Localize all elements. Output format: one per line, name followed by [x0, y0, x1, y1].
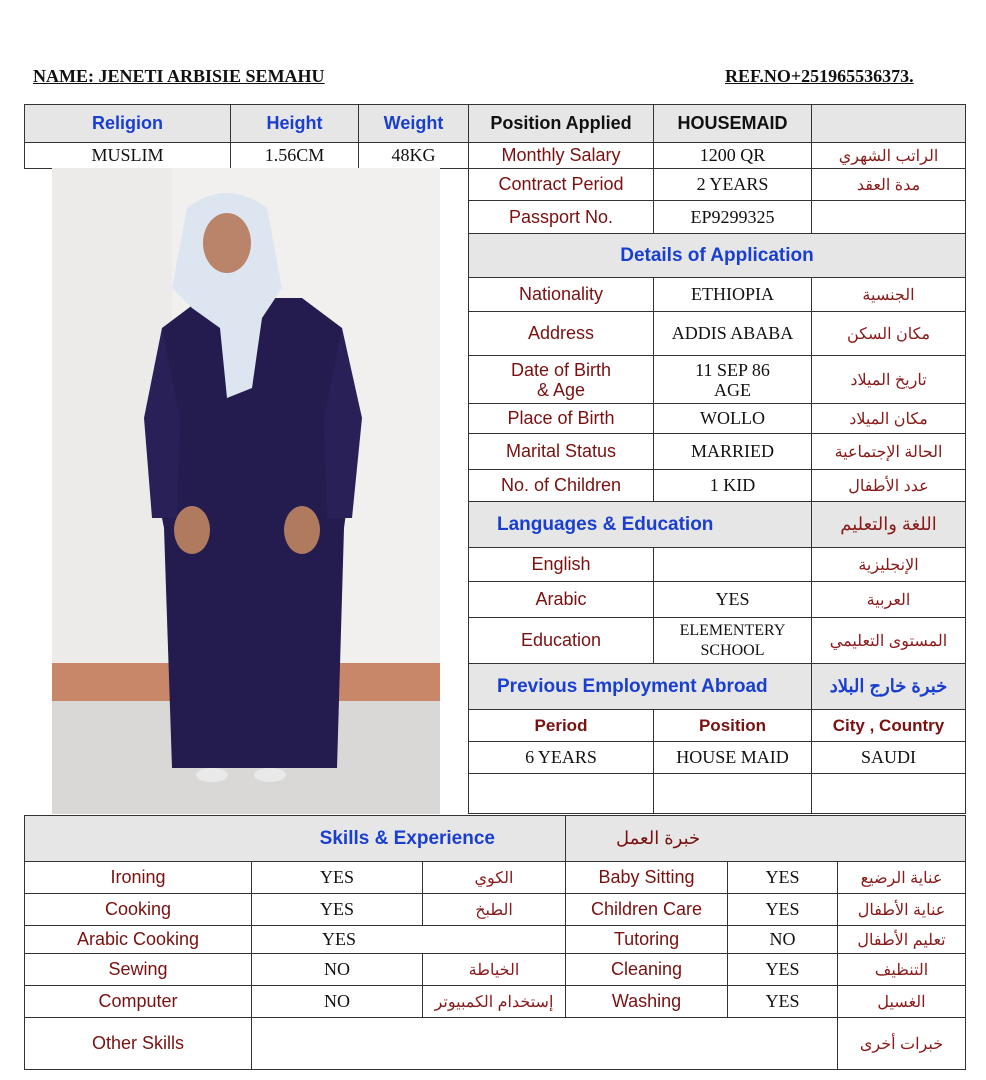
position-applied-empty [812, 105, 966, 143]
children-value: 1 KID [654, 470, 812, 502]
marital-status-label: Marital Status [469, 434, 654, 470]
skill-baby-sitting-arabic: عناية الرضيع [838, 862, 966, 894]
skill-tutoring-label: Tutoring [566, 926, 728, 954]
dob-value-line2: AGE [714, 379, 751, 400]
nationality-arabic: الجنسية [812, 278, 966, 312]
children-label: No. of Children [469, 470, 654, 502]
place-of-birth-label: Place of Birth [469, 404, 654, 434]
employment-section-title: Previous Employment Abroad [469, 664, 812, 710]
skill-ironing-label: Ironing [25, 862, 252, 894]
other-skills-label: Other Skills [25, 1018, 252, 1070]
dob-value [654, 356, 812, 404]
skills-section-title: Skills & Experience [25, 816, 566, 862]
weight-label: Weight [359, 105, 469, 143]
skill-cleaning-label: Cleaning [566, 954, 728, 986]
other-skills-arabic: خبرات أخرى [838, 1018, 966, 1070]
skill-children-care-arabic: عناية الأطفال [838, 894, 966, 926]
arabic-value: YES [654, 582, 812, 618]
passport-arabic [812, 201, 966, 234]
other-skills-value [252, 1018, 838, 1070]
contract-period-label: Contract Period [469, 169, 654, 201]
skill-washing-label: Washing [566, 986, 728, 1018]
height-label: Height [231, 105, 359, 143]
skill-cleaning-arabic: التنظيف [838, 954, 966, 986]
employment-section-arabic: خبرة خارج البلاد [812, 664, 966, 710]
applicant-photo [52, 168, 440, 814]
personal-info-table [24, 104, 469, 169]
children-arabic: عدد الأطفال [812, 470, 966, 502]
skills-table [24, 815, 966, 1070]
employment-empty-cell [812, 774, 966, 814]
skill-tutoring-arabic: تعليم الأطفال [838, 926, 966, 954]
dob-label-line1: Date of Birth [510, 359, 612, 380]
employment-country-value: SAUDI [812, 742, 966, 774]
skill-computer-value: NO [252, 986, 423, 1018]
marital-status-arabic: الحالة الإجتماعية [812, 434, 966, 470]
skill-washing-arabic: الغسيل [838, 986, 966, 1018]
position-applied-value: HOUSEMAID [654, 105, 812, 143]
skill-computer-arabic: إستخدام الكمبيوتر [423, 986, 566, 1018]
employment-empty-cell [469, 774, 654, 814]
contract-period-value: 2 YEARS [654, 169, 812, 201]
arabic-arabic: العربية [812, 582, 966, 618]
english-arabic: الإنجليزية [812, 548, 966, 582]
dob-value-line1: 11 SEP 86 [695, 359, 770, 380]
passport-label: Passport No. [469, 201, 654, 234]
english-value [654, 548, 812, 582]
contract-period-arabic: مدة العقد [812, 169, 966, 201]
monthly-salary-label: Monthly Salary [469, 143, 654, 169]
address-arabic: مكان السكن [812, 312, 966, 356]
place-of-birth-value: WOLLO [654, 404, 812, 434]
languages-section-arabic: اللغة والتعليم [812, 502, 966, 548]
employment-col-city: City , Country [812, 710, 966, 742]
address-label: Address [469, 312, 654, 356]
employment-period-value: 6 YEARS [469, 742, 654, 774]
education-value-line2: SCHOOL [700, 641, 765, 659]
address-value: ADDIS ABABA [654, 312, 812, 356]
height-value: 1.56CM [231, 143, 359, 169]
skill-cooking-value: YES [252, 894, 423, 926]
religion-label: Religion [25, 105, 231, 143]
education-value-line1: ELEMENTERY [679, 621, 786, 639]
education-value [654, 618, 812, 664]
skill-children-care-label: Children Care [566, 894, 728, 926]
application-details-table [468, 104, 966, 814]
employment-col-position: Position [654, 710, 812, 742]
languages-section-title: Languages & Education [469, 502, 812, 548]
skill-cooking-arabic: الطبخ [423, 894, 566, 926]
place-of-birth-arabic: مكان الميلاد [812, 404, 966, 434]
skill-tutoring-value: NO [728, 926, 838, 954]
weight-value: 48KG [359, 143, 469, 169]
skill-washing-value: YES [728, 986, 838, 1018]
skill-sewing-value: NO [252, 954, 423, 986]
skill-sewing-label: Sewing [25, 954, 252, 986]
position-applied-label: Position Applied [469, 105, 654, 143]
monthly-salary-arabic: الراتب الشهري [812, 143, 966, 169]
nationality-value: ETHIOPIA [654, 278, 812, 312]
skill-sewing-arabic: الخياطة [423, 954, 566, 986]
arabic-label: Arabic [469, 582, 654, 618]
skill-cooking-label: Cooking [25, 894, 252, 926]
skill-arabic-cooking-label: Arabic Cooking [25, 926, 252, 954]
skill-cleaning-value: YES [728, 954, 838, 986]
reference-number: REF.NO+251965536373. [725, 66, 914, 86]
dob-arabic: تاريخ الميلاد [812, 356, 966, 404]
employment-col-period: Period [469, 710, 654, 742]
dob-label [469, 356, 654, 404]
details-section-title: Details of Application [469, 234, 966, 278]
skill-ironing-arabic: الكوي [423, 862, 566, 894]
skill-baby-sitting-value: YES [728, 862, 838, 894]
skill-baby-sitting-label: Baby Sitting [566, 862, 728, 894]
education-label: Education [469, 618, 654, 664]
skills-section-arabic: خبرة العمل [566, 816, 966, 862]
applicant-photo-illustration [52, 168, 440, 814]
employment-position-value: HOUSE MAID [654, 742, 812, 774]
marital-status-value: MARRIED [654, 434, 812, 470]
skill-ironing-value: YES [252, 862, 423, 894]
applicant-name: NAME: JENETI ARBISIE SEMAHU [33, 66, 325, 86]
skill-arabic-cooking-value: YES [252, 926, 566, 954]
education-arabic: المستوى التعليمي [812, 618, 966, 664]
monthly-salary-value: 1200 QR [654, 143, 812, 169]
religion-value: MUSLIM [25, 143, 231, 169]
dob-label-line2: & Age [536, 379, 586, 400]
passport-value: EP9299325 [654, 201, 812, 234]
nationality-label: Nationality [469, 278, 654, 312]
skill-children-care-value: YES [728, 894, 838, 926]
english-label: English [469, 548, 654, 582]
employment-empty-cell [654, 774, 812, 814]
skill-computer-label: Computer [25, 986, 252, 1018]
